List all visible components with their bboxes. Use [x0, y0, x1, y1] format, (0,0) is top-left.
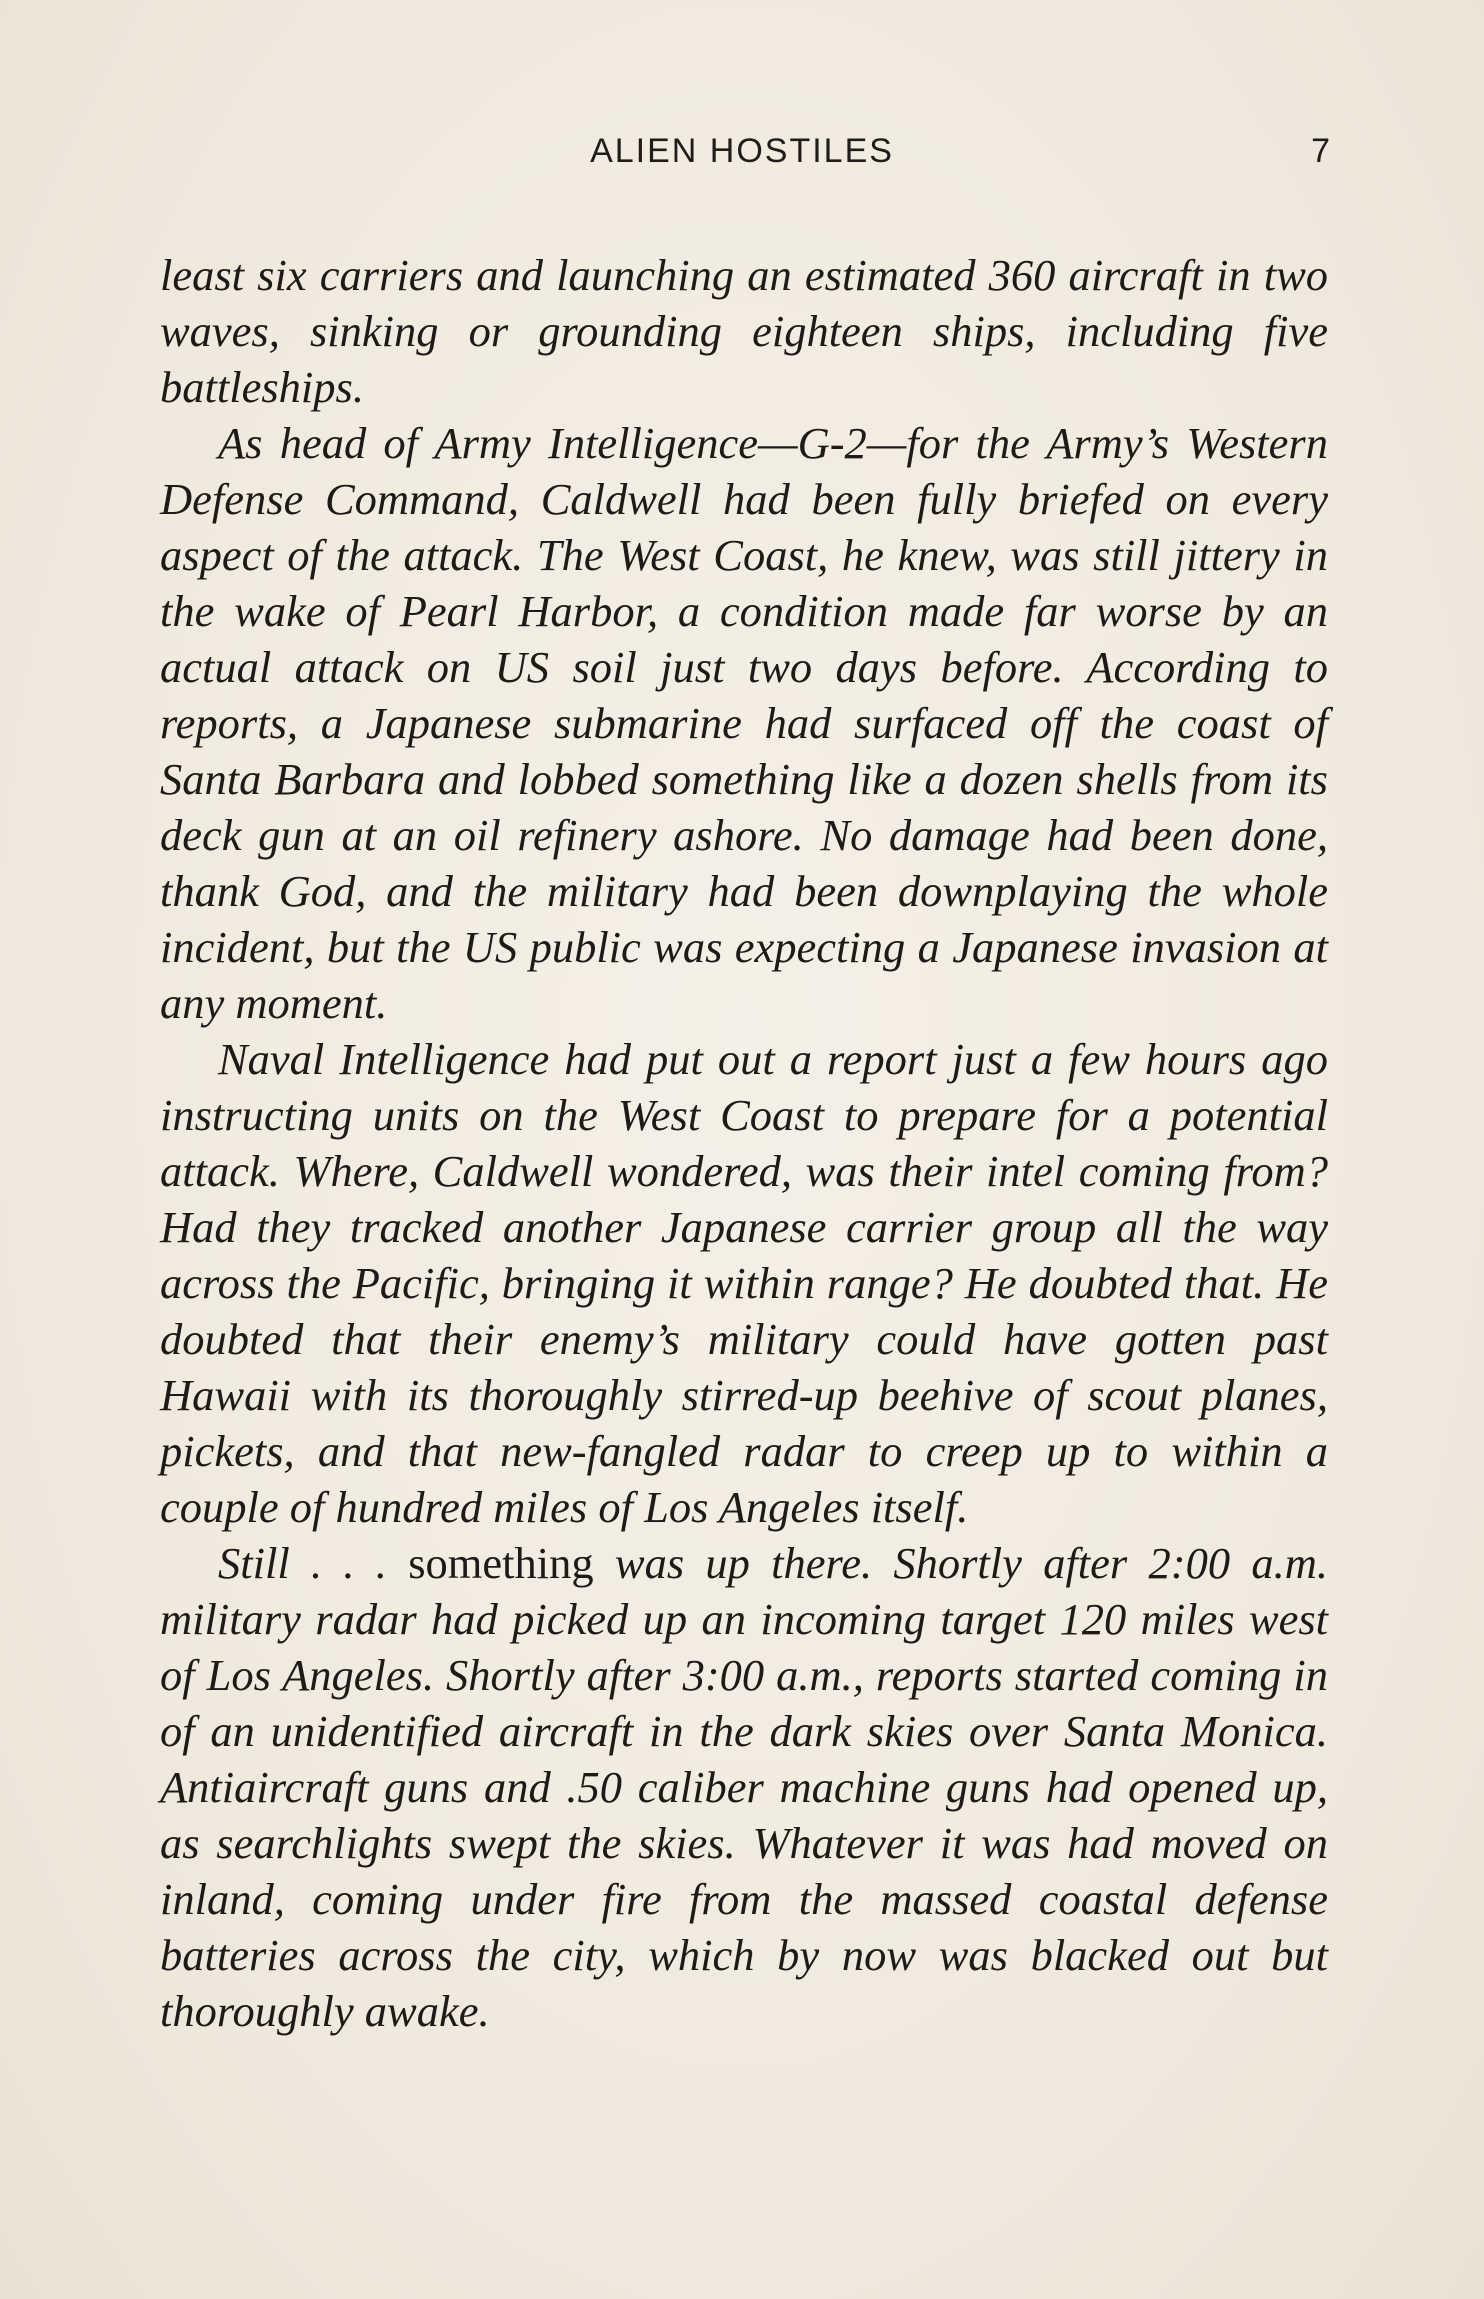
paragraph-4-emphasis: something — [408, 1538, 594, 1588]
body-text — [160, 247, 1328, 2039]
paragraph-4 — [160, 1535, 1328, 2039]
paragraph-1: least six carriers and launching an estimated 360 aircraft in two waves, sinking or grounding eighteen ships, including five battleships. — [160, 250, 1328, 412]
paragraph-2: As head of Army Intelligence—G-2—for the Army’s Western Defense Command, Caldwell had been fully briefed on every aspect of the attack. The West Coast, he knew, was still jittery in the wake of Pearl Harbor, a condition made far worse by an actual attack on US soil just two days before. According to reports, a Japanese submarine had surfaced off the coast of Santa Barbara and lobbed something like a dozen shells from its deck gun at an oil refinery ashore. No damage had been done, thank God, and the military had been downplaying the whole incident, but the US public was expecting a Japanese invasion at any moment. — [160, 418, 1328, 1028]
page-number: 7 — [1311, 132, 1330, 170]
paragraph-3: Naval Intelligence had put out a report just a few hours ago instructing units on the West Coast to prepare for a potential attack. Where, Caldwell wondered, was their intel coming from? Had they tracked another Japanese carrier group all the way across the Pacific, bringing it within range? He doubted that. He doubted that their enemy’s military could have gotten past Hawaii with its thoroughly stirred-up beehive of scout planes, pickets, and that new-fangled radar to creep up to within a couple of hundred miles of Los Angeles itself. — [160, 1034, 1328, 1532]
paragraph-4-rest: was up there. Shortly after 2:00 a.m. military radar had picked up an incoming target 120 miles west of Los Angeles. Shortly after 3:00 a.m., reports started coming in of an unidentified aircraft in the dark skies over Santa Monica. Antiaircraft guns and .50 caliber machine guns had opened up, as searchlights swept the skies. Whatever it was had moved on inland, coming under fire from the massed coastal defense batteries across the city, which by now was blacked out but thoroughly awake. — [160, 1538, 1328, 2036]
paragraph-4-lead: Still . . . — [218, 1538, 409, 1588]
running-title: ALIEN HOSTILES — [590, 132, 894, 170]
running-header — [0, 128, 1484, 174]
